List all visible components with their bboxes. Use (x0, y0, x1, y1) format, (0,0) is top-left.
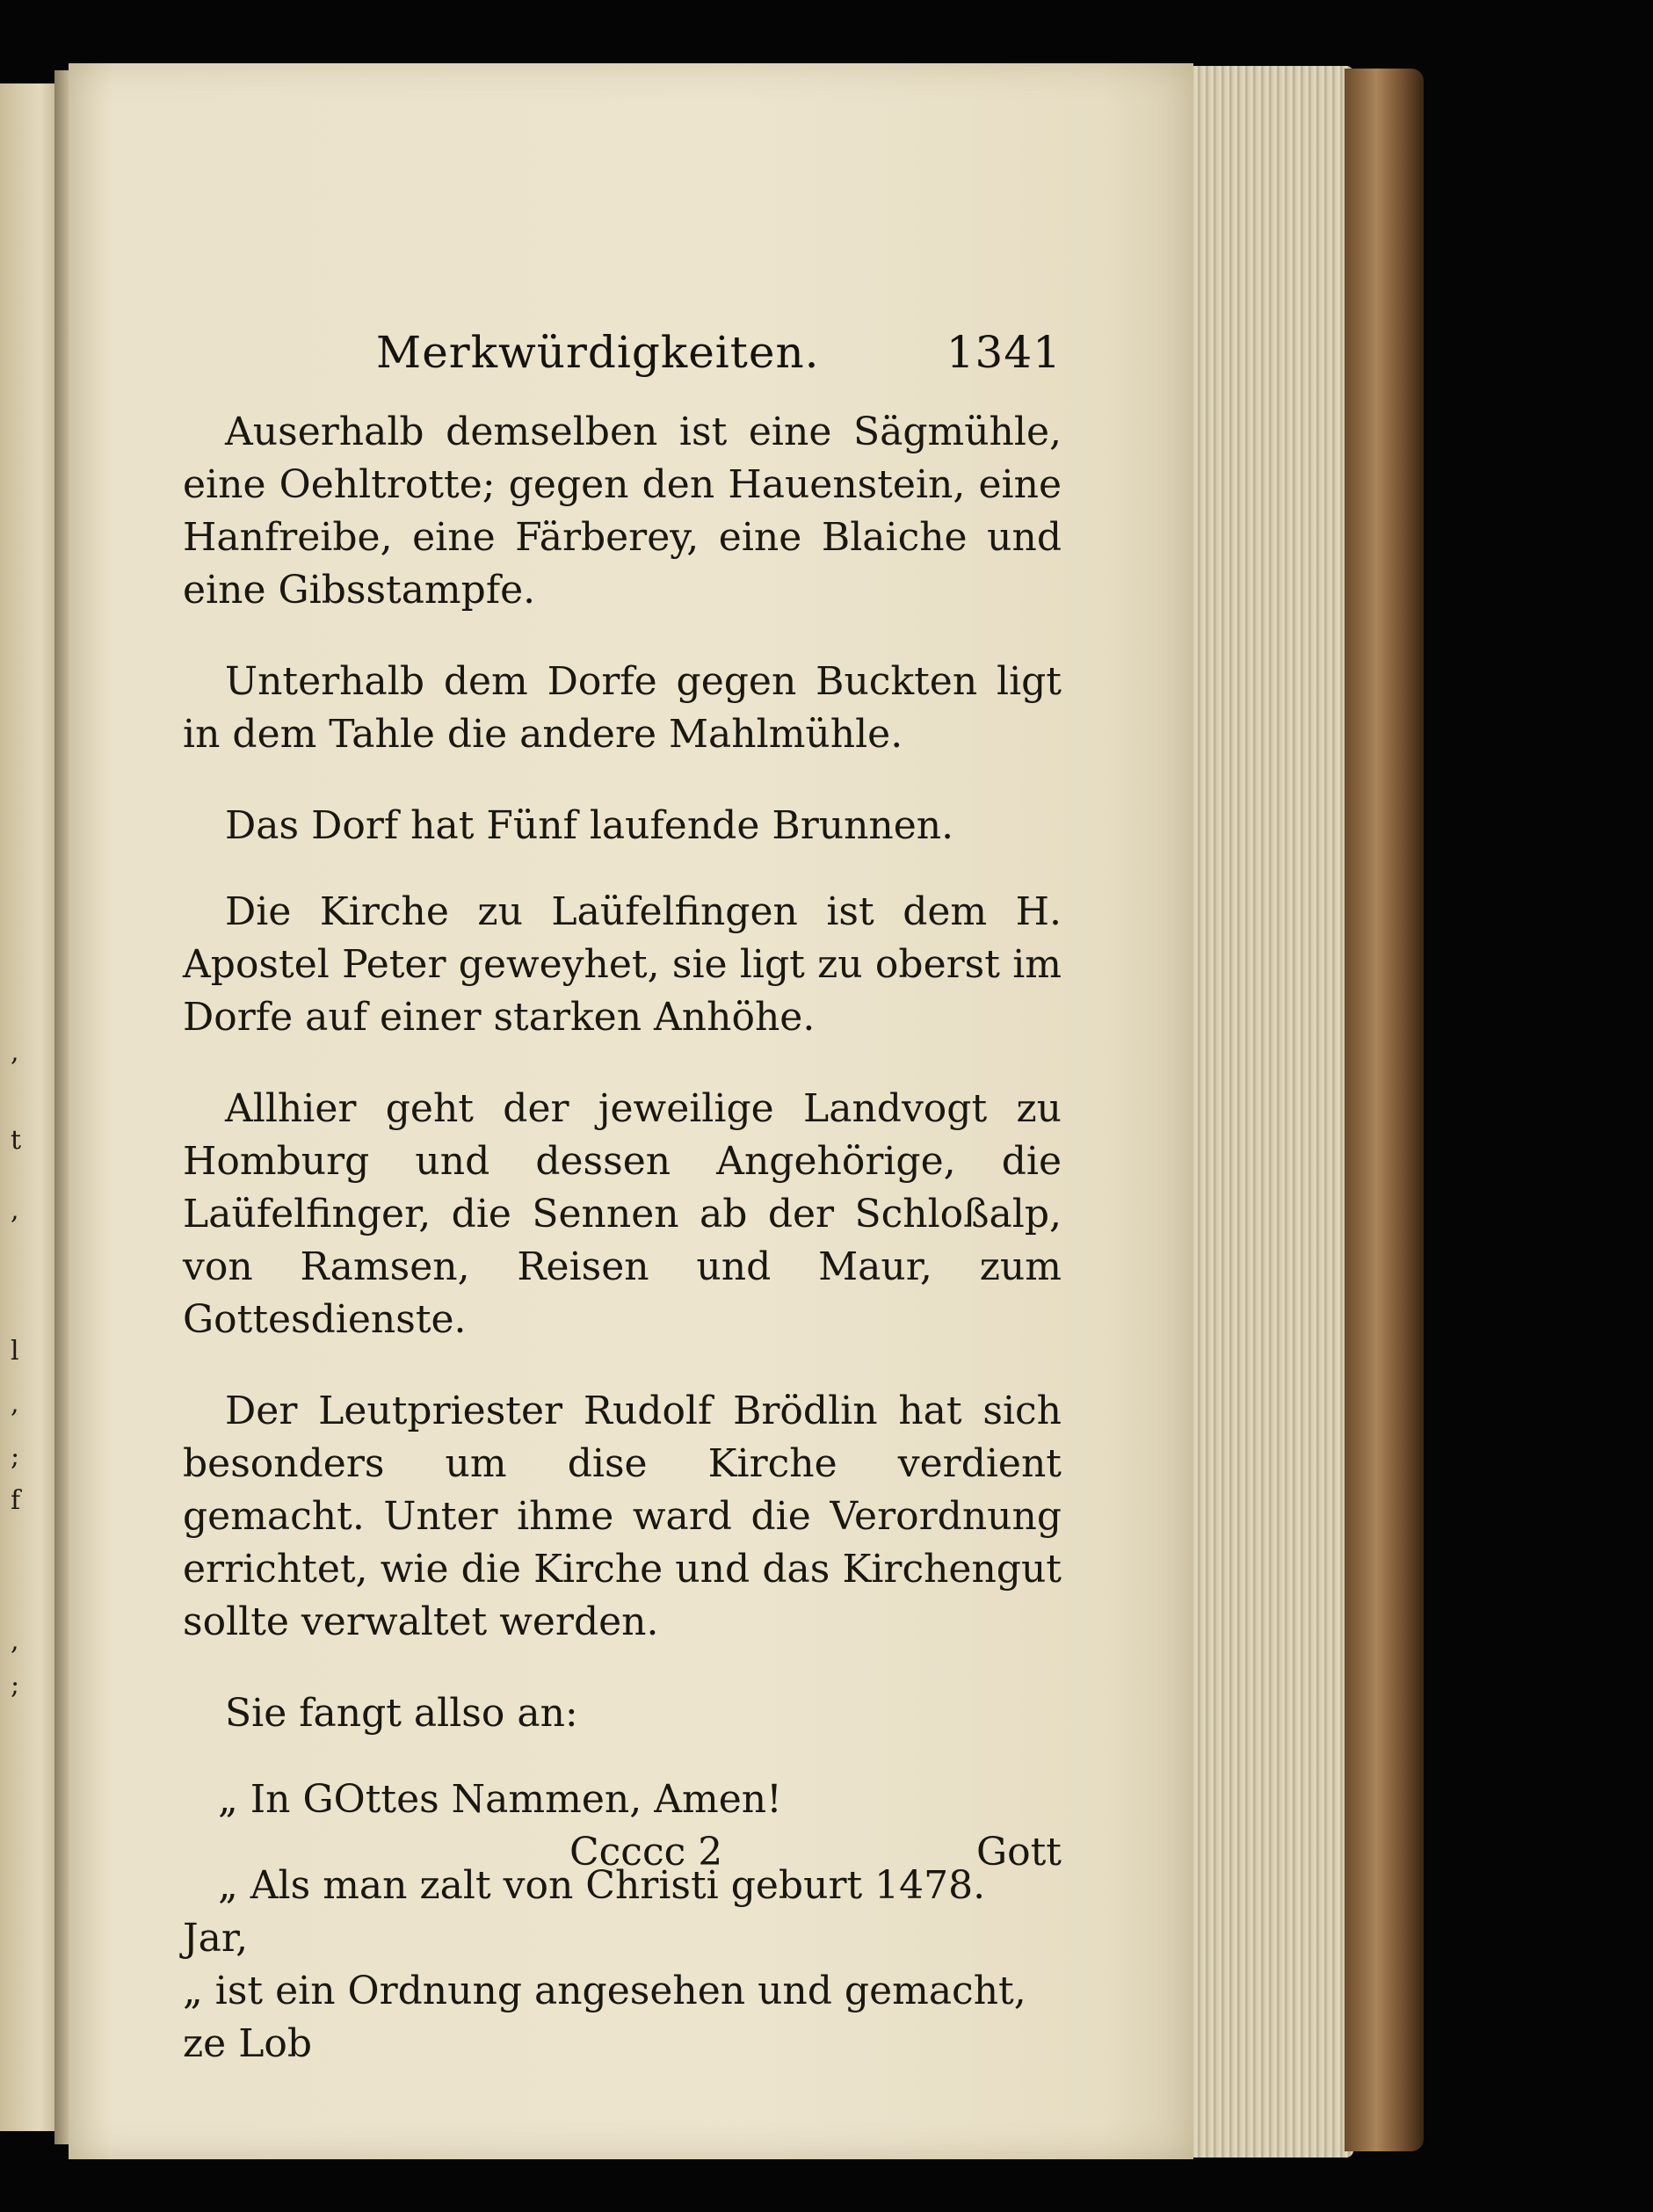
paragraph: Der Leutpriester Rudolf Brödlin hat sich besonders um dise Kirche verdient gemacht. Unter ihme ward die Verordnung errichtet, wie die Kirche und das Kirchengut sollte verwaltet werden. (183, 1389, 1062, 1644)
paragraph: Das Dorf hat Fünf laufende Brunnen. (225, 803, 954, 848)
quote-line: „ ist ein Ordnung angesehen und gemacht, ze Lob (183, 1969, 1026, 2066)
paragraph: Allhier geht der jeweilige Landvogt zu Homburg und dessen Angehörige, die Laüfelfinger, die Sennen ab der Schloßalp, von Ramsen, Reisen und Maur, zum Gottesdienste. (183, 1086, 1062, 1342)
quote-line: „ Als man zalt von Christi geburt 1478. Jar, (183, 1863, 986, 1961)
signature-mark: Ccccc 2 (569, 1830, 723, 1875)
book-page (69, 63, 1193, 2159)
page-block-edges (1178, 66, 1353, 2158)
paragraph: Die Kirche zu Laüfelfingen ist dem H. Apostel Peter geweyhet, sie ligt zu oberst im Dorfe auf einer starken Anhöhe. (183, 889, 1062, 1040)
margin-mark: ; (11, 1670, 20, 1701)
page-number: 1341 (946, 327, 1062, 378)
margin-mark: , (11, 1037, 19, 1068)
margin-mark: , (11, 1195, 19, 1226)
leather-cover (1345, 69, 1424, 2151)
paragraph: Sie fangt allso an: (225, 1691, 578, 1736)
margin-mark: , (11, 1389, 19, 1419)
margin-mark: l (11, 1336, 19, 1367)
quote-line: „ In GOttes Nammen, Amen! (218, 1777, 782, 1822)
paragraph: Auserhalb demselben ist eine Sägmühle, eine Oehltrotte; gegen den Hauenstein, eine Hanfreibe, eine Färberey, eine Blaiche und eine Gibsstampfe. (183, 410, 1062, 613)
margin-mark: f (11, 1485, 21, 1516)
paragraph: Unterhalb dem Dorfe gegen Buckten ligt in dem Tahle die andere Mahlmühle. (183, 659, 1062, 757)
margin-mark: t (11, 1125, 22, 1156)
running-head-title: Merkwürdigkeiten. (376, 327, 820, 378)
catchword: Gott (975, 1830, 1062, 1875)
margin-mark: ; (11, 1441, 20, 1472)
margin-mark: , (11, 1626, 19, 1657)
